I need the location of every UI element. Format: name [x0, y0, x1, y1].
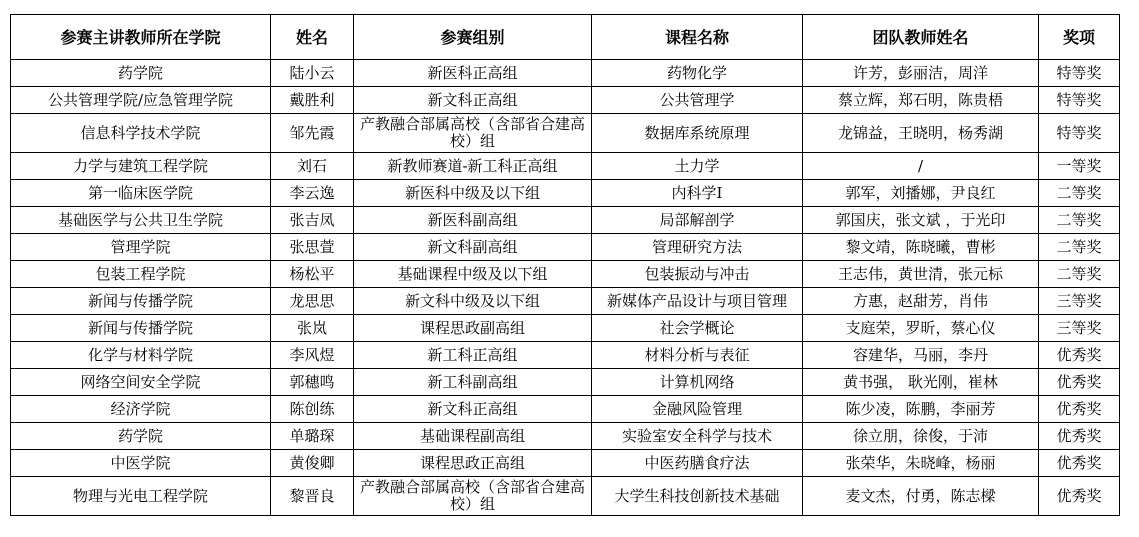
cell-course: 数据库系统原理	[592, 114, 803, 153]
table-row	[11, 87, 1120, 114]
table-row	[11, 114, 1120, 153]
cell-award: 二等奖	[1039, 207, 1120, 234]
cell-group: 新医科正高组	[354, 60, 592, 87]
cell-award: 特等奖	[1039, 60, 1120, 87]
header-name: 姓名	[271, 15, 354, 60]
cell-award: 优秀奖	[1039, 342, 1120, 369]
cell-college: 管理学院	[11, 234, 271, 261]
cell-college: 中医学院	[11, 450, 271, 477]
cell-team: 王志伟，黄世清，张元标	[803, 261, 1039, 288]
header-course: 课程名称	[592, 15, 803, 60]
cell-college: 力学与建筑工程学院	[11, 153, 271, 180]
header-row	[11, 15, 1120, 60]
cell-name: 黄俊卿	[271, 450, 354, 477]
cell-name: 刘石	[271, 153, 354, 180]
cell-name: 杨松平	[271, 261, 354, 288]
header-team: 团队教师姓名	[803, 15, 1039, 60]
cell-course: 大学生科技创新技术基础	[592, 477, 803, 516]
table-row	[11, 315, 1120, 342]
table-row	[11, 261, 1120, 288]
cell-name: 单璐琛	[271, 423, 354, 450]
cell-name: 李云逸	[271, 180, 354, 207]
cell-group: 新医科副高组	[354, 207, 592, 234]
cell-college: 新闻与传播学院	[11, 288, 271, 315]
table-row	[11, 342, 1120, 369]
cell-course: 社会学概论	[592, 315, 803, 342]
cell-college: 第一临床医学院	[11, 180, 271, 207]
cell-college: 新闻与传播学院	[11, 315, 271, 342]
cell-team: 龙锦益，王晓明，杨秀湖	[803, 114, 1039, 153]
cell-team: 支庭荣，罗昕，蔡心仪	[803, 315, 1039, 342]
cell-team: 麦文杰，付勇，陈志樑	[803, 477, 1039, 516]
cell-name: 黎晋良	[271, 477, 354, 516]
table-row	[11, 477, 1120, 516]
cell-group: 基础课程副高组	[354, 423, 592, 450]
cell-award: 特等奖	[1039, 87, 1120, 114]
cell-award: 三等奖	[1039, 288, 1120, 315]
cell-group: 新教师赛道-新工科正高组	[354, 153, 592, 180]
cell-award: 优秀奖	[1039, 396, 1120, 423]
cell-team: 徐立朋，徐俊，于沛	[803, 423, 1039, 450]
cell-name: 陆小云	[271, 60, 354, 87]
cell-course: 内科学I	[592, 180, 803, 207]
cell-college: 经济学院	[11, 396, 271, 423]
cell-college: 药学院	[11, 60, 271, 87]
cell-course: 实验室安全科学与技术	[592, 423, 803, 450]
cell-team: 许芳，彭丽洁，周洋	[803, 60, 1039, 87]
cell-group: 产教融合部属高校（含部省合建高校）组	[354, 477, 592, 516]
cell-award: 优秀奖	[1039, 369, 1120, 396]
cell-team: 容建华，马丽，李丹	[803, 342, 1039, 369]
cell-team: 张荣华，朱晓峰，杨丽	[803, 450, 1039, 477]
cell-award: 优秀奖	[1039, 477, 1120, 516]
cell-name: 张思萱	[271, 234, 354, 261]
award-table	[10, 14, 1120, 516]
table-row	[11, 423, 1120, 450]
cell-course: 药物化学	[592, 60, 803, 87]
cell-award: 一等奖	[1039, 153, 1120, 180]
cell-group: 新工科副高组	[354, 369, 592, 396]
cell-award: 二等奖	[1039, 261, 1120, 288]
cell-name: 戴胜利	[271, 87, 354, 114]
cell-group: 新文科副高组	[354, 234, 592, 261]
table-row	[11, 60, 1120, 87]
cell-team: 蔡立辉，郑石明，陈贵梧	[803, 87, 1039, 114]
table-row	[11, 207, 1120, 234]
cell-course: 新媒体产品设计与项目管理	[592, 288, 803, 315]
cell-course: 局部解剖学	[592, 207, 803, 234]
table-row	[11, 180, 1120, 207]
cell-team: 黎文靖，陈晓曦，曹彬	[803, 234, 1039, 261]
cell-name: 邹先霞	[271, 114, 354, 153]
cell-name: 龙思思	[271, 288, 354, 315]
table-row	[11, 288, 1120, 315]
cell-name: 张岚	[271, 315, 354, 342]
cell-team: 陈少凌，陈鹏，李丽芳	[803, 396, 1039, 423]
cell-group: 课程思政副高组	[354, 315, 592, 342]
cell-course: 金融风险管理	[592, 396, 803, 423]
header-college: 参赛主讲教师所在学院	[11, 15, 271, 60]
cell-award: 三等奖	[1039, 315, 1120, 342]
cell-team: /	[803, 153, 1039, 180]
cell-course: 公共管理学	[592, 87, 803, 114]
cell-name: 张吉凤	[271, 207, 354, 234]
cell-award: 优秀奖	[1039, 423, 1120, 450]
table-row	[11, 153, 1120, 180]
cell-group: 产教融合部属高校（含部省合建高校）组	[354, 114, 592, 153]
cell-course: 计算机网络	[592, 369, 803, 396]
cell-college: 包装工程学院	[11, 261, 271, 288]
cell-college: 物理与光电工程学院	[11, 477, 271, 516]
cell-award: 二等奖	[1039, 180, 1120, 207]
cell-college: 网络空间安全学院	[11, 369, 271, 396]
table-row	[11, 234, 1120, 261]
cell-award: 二等奖	[1039, 234, 1120, 261]
cell-course: 材料分析与表征	[592, 342, 803, 369]
table-row	[11, 369, 1120, 396]
table-row	[11, 450, 1120, 477]
cell-team: 郭国庆，张文斌 ，于光印	[803, 207, 1039, 234]
header-group: 参赛组别	[354, 15, 592, 60]
cell-name: 李风煜	[271, 342, 354, 369]
cell-course: 包装振动与冲击	[592, 261, 803, 288]
table-row	[11, 396, 1120, 423]
cell-group: 课程思政正高组	[354, 450, 592, 477]
header-award: 奖项	[1039, 15, 1120, 60]
cell-team: 方惠，赵甜芳，肖伟	[803, 288, 1039, 315]
cell-college: 基础医学与公共卫生学院	[11, 207, 271, 234]
cell-course: 管理研究方法	[592, 234, 803, 261]
cell-team: 黄书强， 耿光刚，崔林	[803, 369, 1039, 396]
cell-group: 新医科中级及以下组	[354, 180, 592, 207]
cell-team: 郭军，刘播娜，尹良红	[803, 180, 1039, 207]
cell-group: 新文科正高组	[354, 87, 592, 114]
cell-award: 特等奖	[1039, 114, 1120, 153]
cell-name: 郭穗鸣	[271, 369, 354, 396]
cell-college: 化学与材料学院	[11, 342, 271, 369]
cell-college: 药学院	[11, 423, 271, 450]
cell-college: 公共管理学院/应急管理学院	[11, 87, 271, 114]
cell-name: 陈创练	[271, 396, 354, 423]
cell-group: 新工科正高组	[354, 342, 592, 369]
cell-course: 土力学	[592, 153, 803, 180]
cell-group: 基础课程中级及以下组	[354, 261, 592, 288]
cell-group: 新文科中级及以下组	[354, 288, 592, 315]
cell-college: 信息科学技术学院	[11, 114, 271, 153]
cell-course: 中医药膳食疗法	[592, 450, 803, 477]
cell-award: 优秀奖	[1039, 450, 1120, 477]
cell-group: 新文科正高组	[354, 396, 592, 423]
